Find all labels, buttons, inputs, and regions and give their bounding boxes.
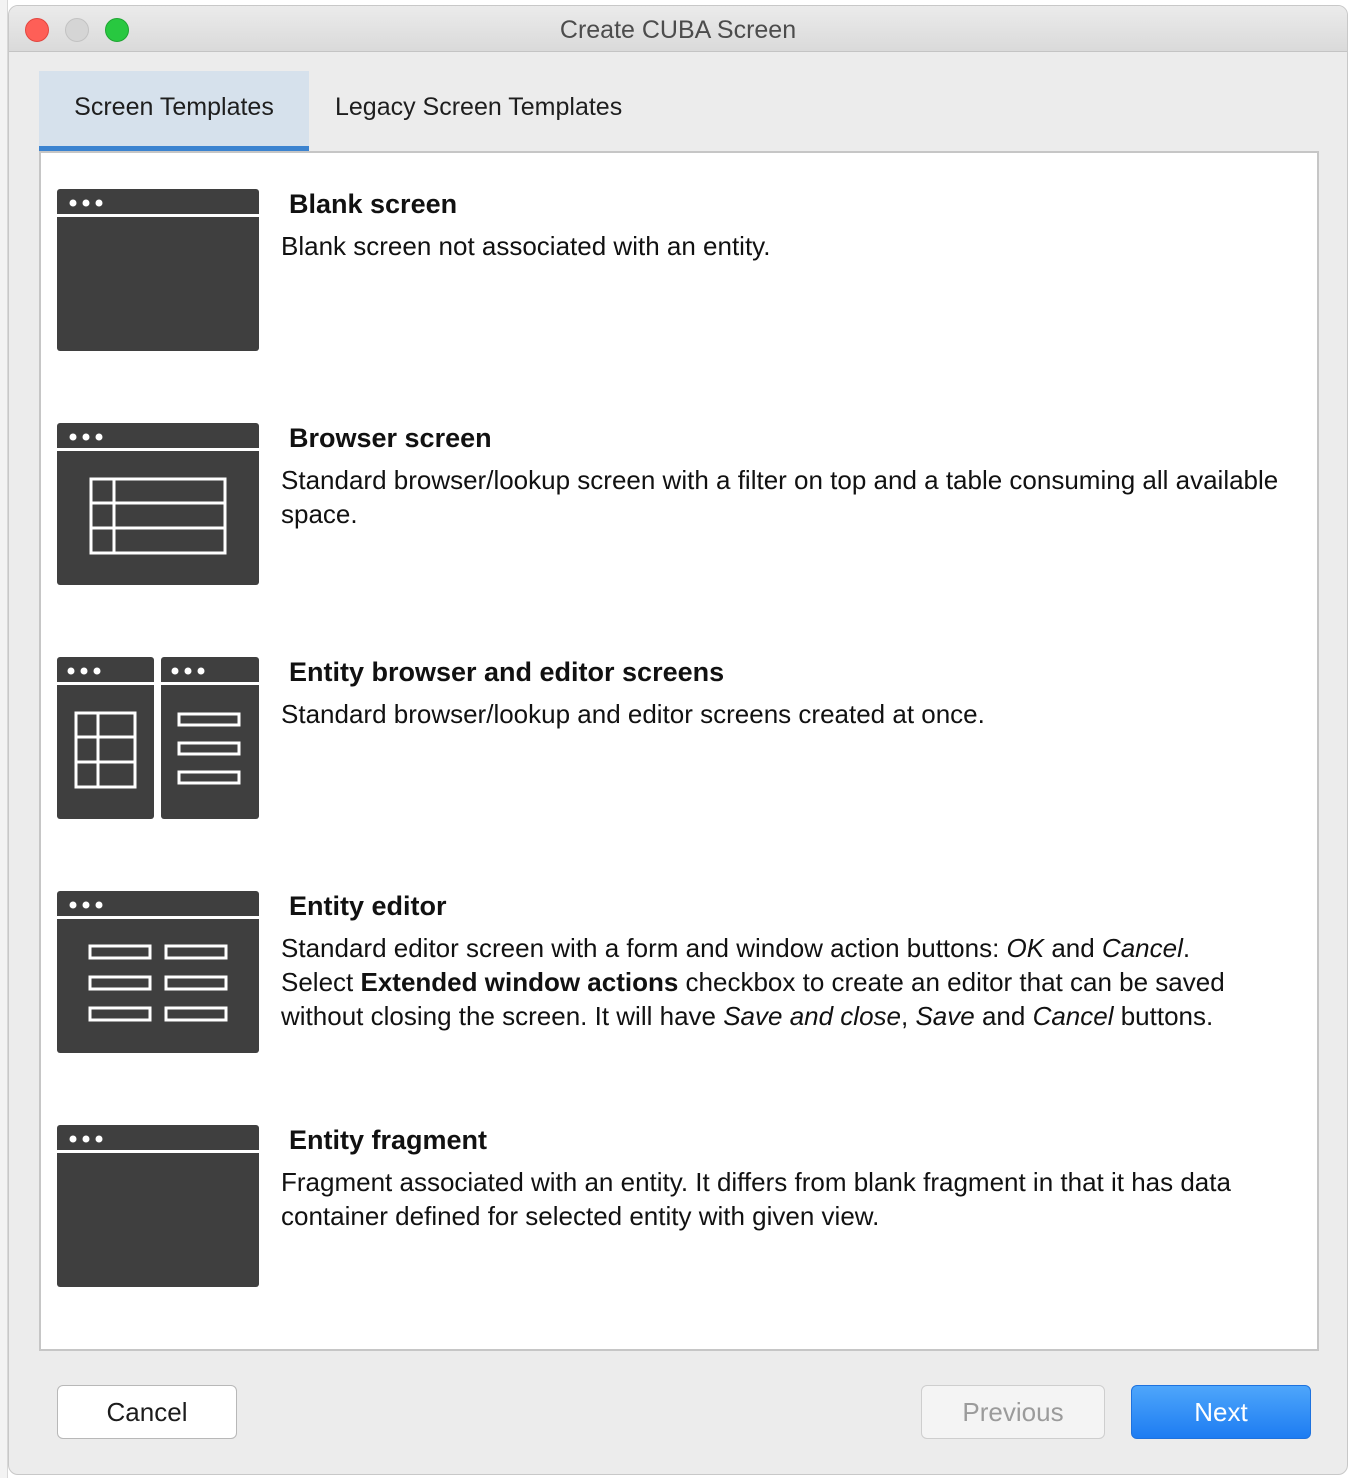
description-text: OK <box>1006 933 1045 963</box>
description-text: , <box>901 1001 916 1031</box>
template-title: Blank screen <box>289 189 458 219</box>
tab-screen-templates[interactable]: Screen Templates <box>39 71 309 151</box>
template-item-entity-browser-editor[interactable] <box>57 657 1307 857</box>
description-text: Blank screen not associated with an entity. <box>281 231 771 261</box>
template-description <box>281 697 1291 731</box>
tab-legacy-screen-templates[interactable]: Legacy Screen Templates <box>335 93 623 121</box>
window-title: Create CUBA Screen <box>559 16 797 44</box>
blank-window-icon <box>57 189 259 351</box>
description-text: and <box>1044 933 1102 963</box>
cancel-button[interactable]: Cancel <box>57 1385 237 1439</box>
template-list <box>39 151 1319 1351</box>
description-text: Standard editor screen with a form and window action buttons: <box>281 933 1007 963</box>
browser-table-window-icon <box>57 423 259 585</box>
description-text: . <box>1182 933 1191 963</box>
template-description <box>281 463 1291 531</box>
description-text: Cancel <box>1032 1001 1114 1031</box>
description-text: Save <box>915 1001 975 1031</box>
editor-form-window-icon <box>57 891 259 1053</box>
template-description <box>281 1165 1291 1233</box>
template-title: Entity browser and editor screens <box>289 657 725 687</box>
template-item-browser-screen[interactable] <box>57 423 1307 623</box>
fragment-window-icon <box>57 1125 259 1287</box>
template-description <box>281 229 1291 263</box>
description-text: Standard browser/lookup and editor screens created at once. <box>281 699 985 729</box>
template-description <box>281 931 1291 1073</box>
create-screen-dialog <box>8 5 1348 1475</box>
template-title: Entity editor <box>289 891 447 921</box>
template-item-entity-fragment[interactable] <box>57 1125 1307 1325</box>
next-button[interactable]: Next <box>1131 1385 1311 1439</box>
title-bar <box>9 6 1347 52</box>
template-item-entity-editor[interactable] <box>57 891 1307 1091</box>
background-app-edge <box>0 0 8 1478</box>
description-text: Standard browser/lookup screen with a filter on top and a table consuming all available space. <box>281 465 1279 529</box>
description-text: buttons. <box>1113 1001 1214 1031</box>
description-text: Cancel <box>1101 933 1183 963</box>
tab-bar <box>39 71 1319 151</box>
previous-button[interactable]: Previous <box>921 1385 1105 1439</box>
description-text: and <box>974 1001 1033 1031</box>
description-text: Save and close <box>723 1001 902 1031</box>
description-text: Extended window actions <box>360 967 679 997</box>
template-item-blank-screen[interactable] <box>57 189 1307 389</box>
description-text: Select <box>281 967 361 997</box>
description-text: checkbox to create an editor that can be saved without closing the screen. It will have <box>281 967 1225 1031</box>
browser-editor-windows-icon <box>57 657 259 819</box>
description-text: Fragment associated with an entity. It differs from blank fragment in that it has data container defined for selected entity with given view. <box>281 1167 1231 1231</box>
template-title: Browser screen <box>289 423 492 453</box>
template-title: Entity fragment <box>289 1125 488 1155</box>
